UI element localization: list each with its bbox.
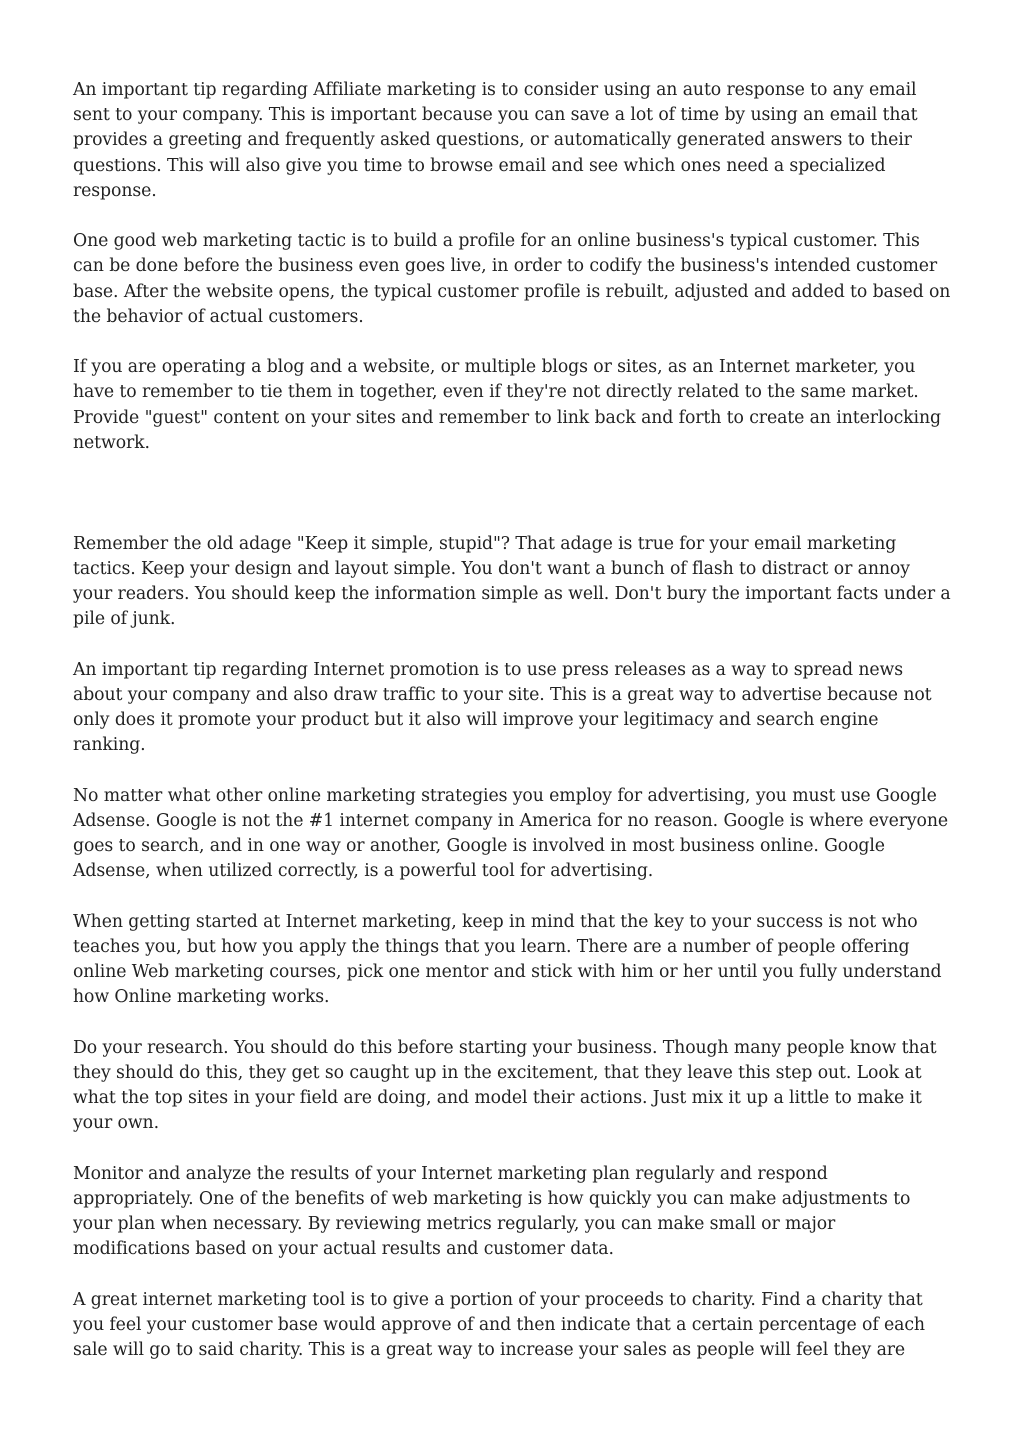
paragraph-monitor-results: Monitor and analyze the results of your Internet marketing plan regularly and respond appropriately. One of the benefits of web marketing is how quickly you can make adjustments to your plan when necessary. By reviewing metrics regularly, you can make small or major modifications based on your actual results and customer data.: [73, 1163, 911, 1260]
paragraph-do-research: Do your research. You should do this before starting your business. Though many people know that they should do this, they get so caught up in the excitement, that they leave this step out. Look at what the top sites in your field are doing, and model their actions. Just mix it up a little to make it your own.: [73, 1037, 937, 1134]
paragraph-google-adsense: No matter what other online marketing strategies you employ for advertising, you must use Google Adsense. Google is not the #1 internet company in America for no reason. Google is where everyone goes to search, and in one way or another, Google is involved in most business online. Google Adsense, when utilized correctly, is a powerful tool for advertising.: [73, 785, 949, 882]
paragraph-press-releases: An important tip regarding Internet promotion is to use press releases as a way to spread news about your company and also draw traffic to your site. This is a great way to advertise because not only does it promote your product but it also will improve your legitimacy and search engine ranking.: [73, 659, 932, 756]
paragraph-customer-profile: One good web marketing tactic is to build a profile for an online business's typical customer. This can be done before the business even goes live, in order to codify the business's intended customer base. After the website opens, the typical customer profile is rebuilt, adjusted and added to based on the behavior of actual customers.: [73, 231, 951, 327]
paragraph-tie-sites-together: If you are operating a blog and a website, or multiple blogs or sites, as an Internet marketer, you have to remember to tie them in together, even if they're not directly related to the same market. Provide "guest" content on your sites and remember to link back and forth to create an interlocking network.: [73, 357, 941, 453]
paragraph-keep-it-simple: Remember the old adage "Keep it simple, stupid"? That adage is true for your email marketing tactics. Keep your design and layout simple. You don't want a bunch of flash to distract or annoy your readers. You should keep the information simple as well. Don't bury the important facts under a pile of junk.: [73, 533, 951, 630]
paragraph-auto-response: An important tip regarding Affiliate marketing is to consider using an auto response to any email sent to your company. This is important because you can save a lot of time by using an email that provides a greeting and frequently asked questions, or automatically generated answers to their questions. This will also give you time to browse email and see which ones need a specialized response.: [73, 80, 918, 201]
section-gap: [73, 481, 953, 531]
paragraph-charity: A great internet marketing tool is to give a portion of your proceeds to charity. Find a charity that you feel your customer base would approve of and then indicate that a certain percentage of each sale will go to said charity. This is a great way to increase your sales as people will feel they are: [73, 1289, 925, 1360]
document-page: [73, 78, 953, 1388]
paragraph-getting-started: When getting started at Internet marketing, keep in mind that the key to your success is not who teaches you, but how you apply the things that you learn. There are a number of people offering online Web marketing courses, pick one mentor and stick with him or her until you fully understand how Online marketing works.: [73, 911, 942, 1008]
